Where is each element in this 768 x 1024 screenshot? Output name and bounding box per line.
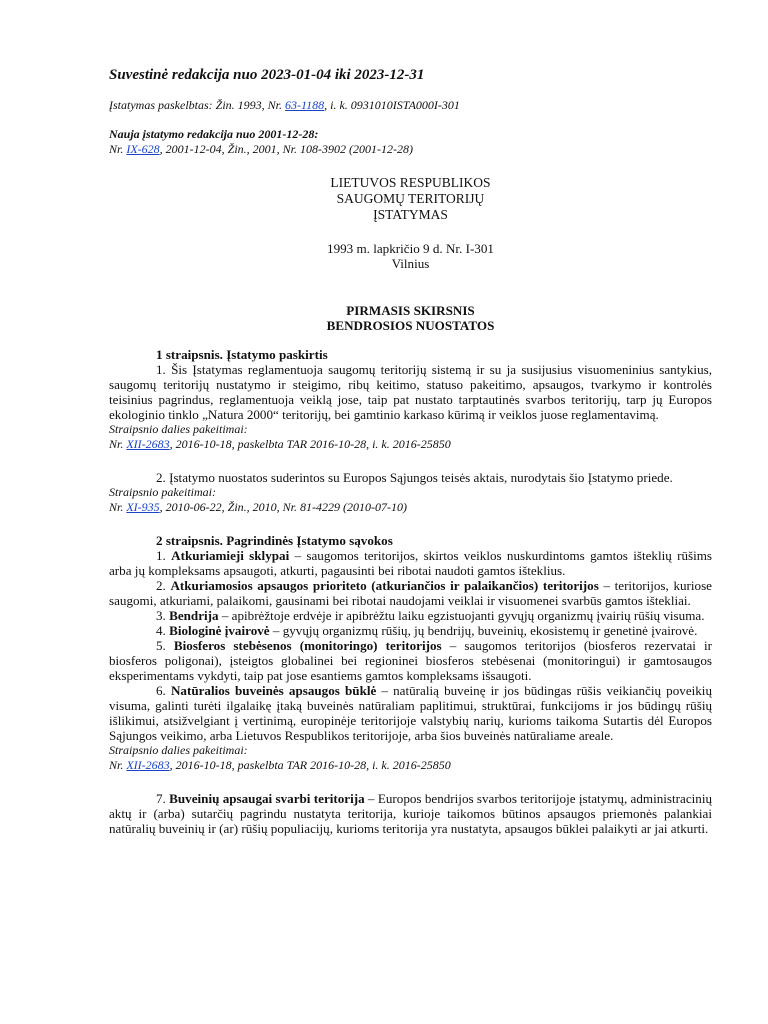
note-link[interactable]: XII-2683 [126, 437, 170, 451]
definition-text: – teritorijos, kuriose saugomi, atkuriami, palaikomi, gausinami bei ribotai naudojami veiklai ir visuomenei svarbūs gamtos ištekliai. [109, 578, 712, 608]
definition-text: – saugomos teritorijos (biosferos rezervatai ir biosferos poligonai), įsteigtos globalinei bei regioninei biosferos stebėsenai (monitoringui) ir gamtosaugos eksperimentams vykdyti, taip pat jose esantiems gamtos kompleksams išsaugoti. [109, 638, 713, 683]
definition-number: 4. [156, 623, 170, 638]
section-title-line: BENDROSIOS NUOSTATOS [326, 318, 495, 333]
published-link[interactable]: 63-1188 [285, 98, 325, 112]
document-body [109, 66, 712, 836]
definition-term: Buveinių apsaugai svarbi teritorija [169, 791, 365, 806]
definition-number: 6. [156, 683, 171, 698]
definition-item [109, 578, 712, 608]
definition-text: – saugomos teritorijos, skirtos veiklos nuskurdintoms gamtos išteklių rūšims arba jų kompleksams apsaugoti, atkurti, pagausinti bei ribotai naudoti gamtos išteklius. [109, 548, 712, 578]
article-1-note-2 [109, 500, 712, 515]
definition-item [109, 638, 712, 683]
definition-item [109, 623, 712, 638]
definition-text: – Europos bendrijos svarbos teritorijoje įstatymų, administracinių aktų ir (arba) sutarčių pagrindu nustatyta teritorija, kurioje taikomos būtinos apsaugos priemonės palankiai natūralių buveinių ir (ar) rūšių populiacijų, kurioms teritorija yra nustatyta, apsaugos būklei palaikyti ar jai atkurti. [109, 791, 713, 836]
article-1-heading: 1 straipsnis. Įstatymo paskirtis [156, 347, 328, 362]
new-edition-prefix: Nr. [109, 142, 127, 156]
definition-text: – natūralią buveinę ir jos būdingas rūšis veikiančių poveikių visuma, galinti turėti ilgalaikę įtaką buveinės natūraliam paplitimui, struktūrai, funkcijoms ir jos būdingų rūšių išlikimui, atsižvelgiant į vertinimą, europinėje teritorijoje valstybių narių, kurioms taikoma Sutartis dėl Europos Sąjungos veikimo, arba Lietuvos Respublikos teritorijoje, arba šios buveinės natūraliame areale. [109, 683, 712, 743]
article-2-note [109, 758, 712, 773]
article-1-note-2-label: Straipsnio pakeitimai: [109, 485, 216, 499]
definition-term: Biologinė įvairovė [169, 623, 270, 638]
article-1-paragraph-1: 1. Šis Įstatymas reglamentuoja saugomų teritorijų sistemą ir su ja susijusius visuomeninius santykius, saugomų teritorijų nustatymo ir steigimo, ribų keitimo, statuso pakeitimo, apsaugos, tvarkymo ir kontrolės teisinius pagrindus, reglamentuoja veiklą jose, taip pat nustato tarptautinės svarbos teritorijų, tarp jų Europos ekologinio tinklo „Natura 2000“ teritorijų, bei gamtinio karkaso kūrimą ir veiklos juose reglamentavimą. [109, 362, 712, 422]
article-1-note-1 [109, 437, 712, 452]
note-link[interactable]: XI-935 [126, 500, 160, 514]
note-prefix: Nr. [109, 437, 127, 451]
note-suffix: , 2016-10-18, paskelbta TAR 2016-10-28, i. k. 2016-25850 [169, 437, 451, 451]
law-title [109, 175, 712, 223]
section-title-line: PIRMASIS SKIRSNIS [346, 303, 475, 318]
note-suffix: , 2016-10-18, paskelbta TAR 2016-10-28, i. k. 2016-25850 [169, 758, 451, 772]
law-title-line: SAUGOMŲ TERITORIJŲ [336, 191, 485, 206]
definition-number: 7. [156, 791, 170, 806]
definition-number: 2. [156, 578, 171, 593]
consolidated-version-heading: Suvestinė redakcija nuo 2023-01-04 iki 2023-12-31 [109, 67, 425, 83]
note-link[interactable]: XII-2683 [126, 758, 170, 772]
law-title-line: LIETUVOS RESPUBLIKOS [330, 175, 491, 190]
note-suffix: , 2010-06-22, Žin., 2010, Nr. 81-4229 (2010-07-10) [159, 500, 407, 514]
definition-term: Bendrija [169, 608, 219, 623]
section-title [109, 303, 712, 333]
new-edition-suffix: , 2001-12-04, Žin., 2001, Nr. 108-3902 (2001-12-28) [159, 142, 413, 156]
article-2-note-label: Straipsnio dalies pakeitimai: [109, 743, 248, 757]
law-date: 1993 m. lapkričio 9 d. Nr. I-301 [327, 241, 494, 256]
law-title-line: ĮSTATYMAS [373, 207, 448, 222]
definition-term: Atkuriamieji sklypai [171, 548, 290, 563]
note-prefix: Nr. [109, 500, 127, 514]
definition-text: – gyvųjų organizmų rūšių, jų bendrijų, buveinių, ekosistemų ir genetinė įvairovė. [269, 623, 698, 638]
definition-text: – apibrėžtoje erdvėje ir apibrėžtu laiku egzistuojanti gyvųjų organizmų įvairių rūšių visuma. [218, 608, 705, 623]
definition-term: Natūralios buveinės apsaugos būklė [170, 683, 377, 698]
definition-item [109, 683, 712, 743]
definition-number: 5. [156, 638, 174, 653]
article-1-note-1-label: Straipsnio dalies pakeitimai: [109, 422, 248, 436]
definition-item [109, 791, 712, 836]
published-suffix: , i. k. 0931010ISTA000I-301 [324, 98, 460, 112]
published-line [109, 98, 712, 113]
definition-number: 3. [156, 608, 170, 623]
definition-number: 1. [156, 548, 172, 563]
article-2-heading: 2 straipsnis. Pagrindinės Įstatymo sąvokos [156, 533, 393, 548]
definition-item [109, 608, 712, 623]
new-edition-link[interactable]: IX-628 [126, 142, 160, 156]
law-place: Vilnius [391, 256, 430, 271]
definition-item [109, 548, 712, 578]
article-1-paragraph-2: 2. Įstatymo nuostatos suderintos su Europos Sąjungos teisės aktais, nurodytais šio Įstatymo priede. [156, 470, 673, 485]
note-prefix: Nr. [109, 758, 127, 772]
definition-term: Biosferos stebėsenos (monitoringo) teritorijos [173, 638, 442, 653]
new-edition-label: Nauja įstatymo redakcija nuo 2001-12-28: [109, 127, 319, 141]
new-edition-line [109, 142, 712, 157]
definition-term: Atkuriamosios apsaugos prioriteto (atkuriančios ir palaikančios) teritorijos [170, 578, 599, 593]
published-prefix: Įstatymas paskelbtas: Žin. 1993, Nr. [109, 98, 286, 112]
